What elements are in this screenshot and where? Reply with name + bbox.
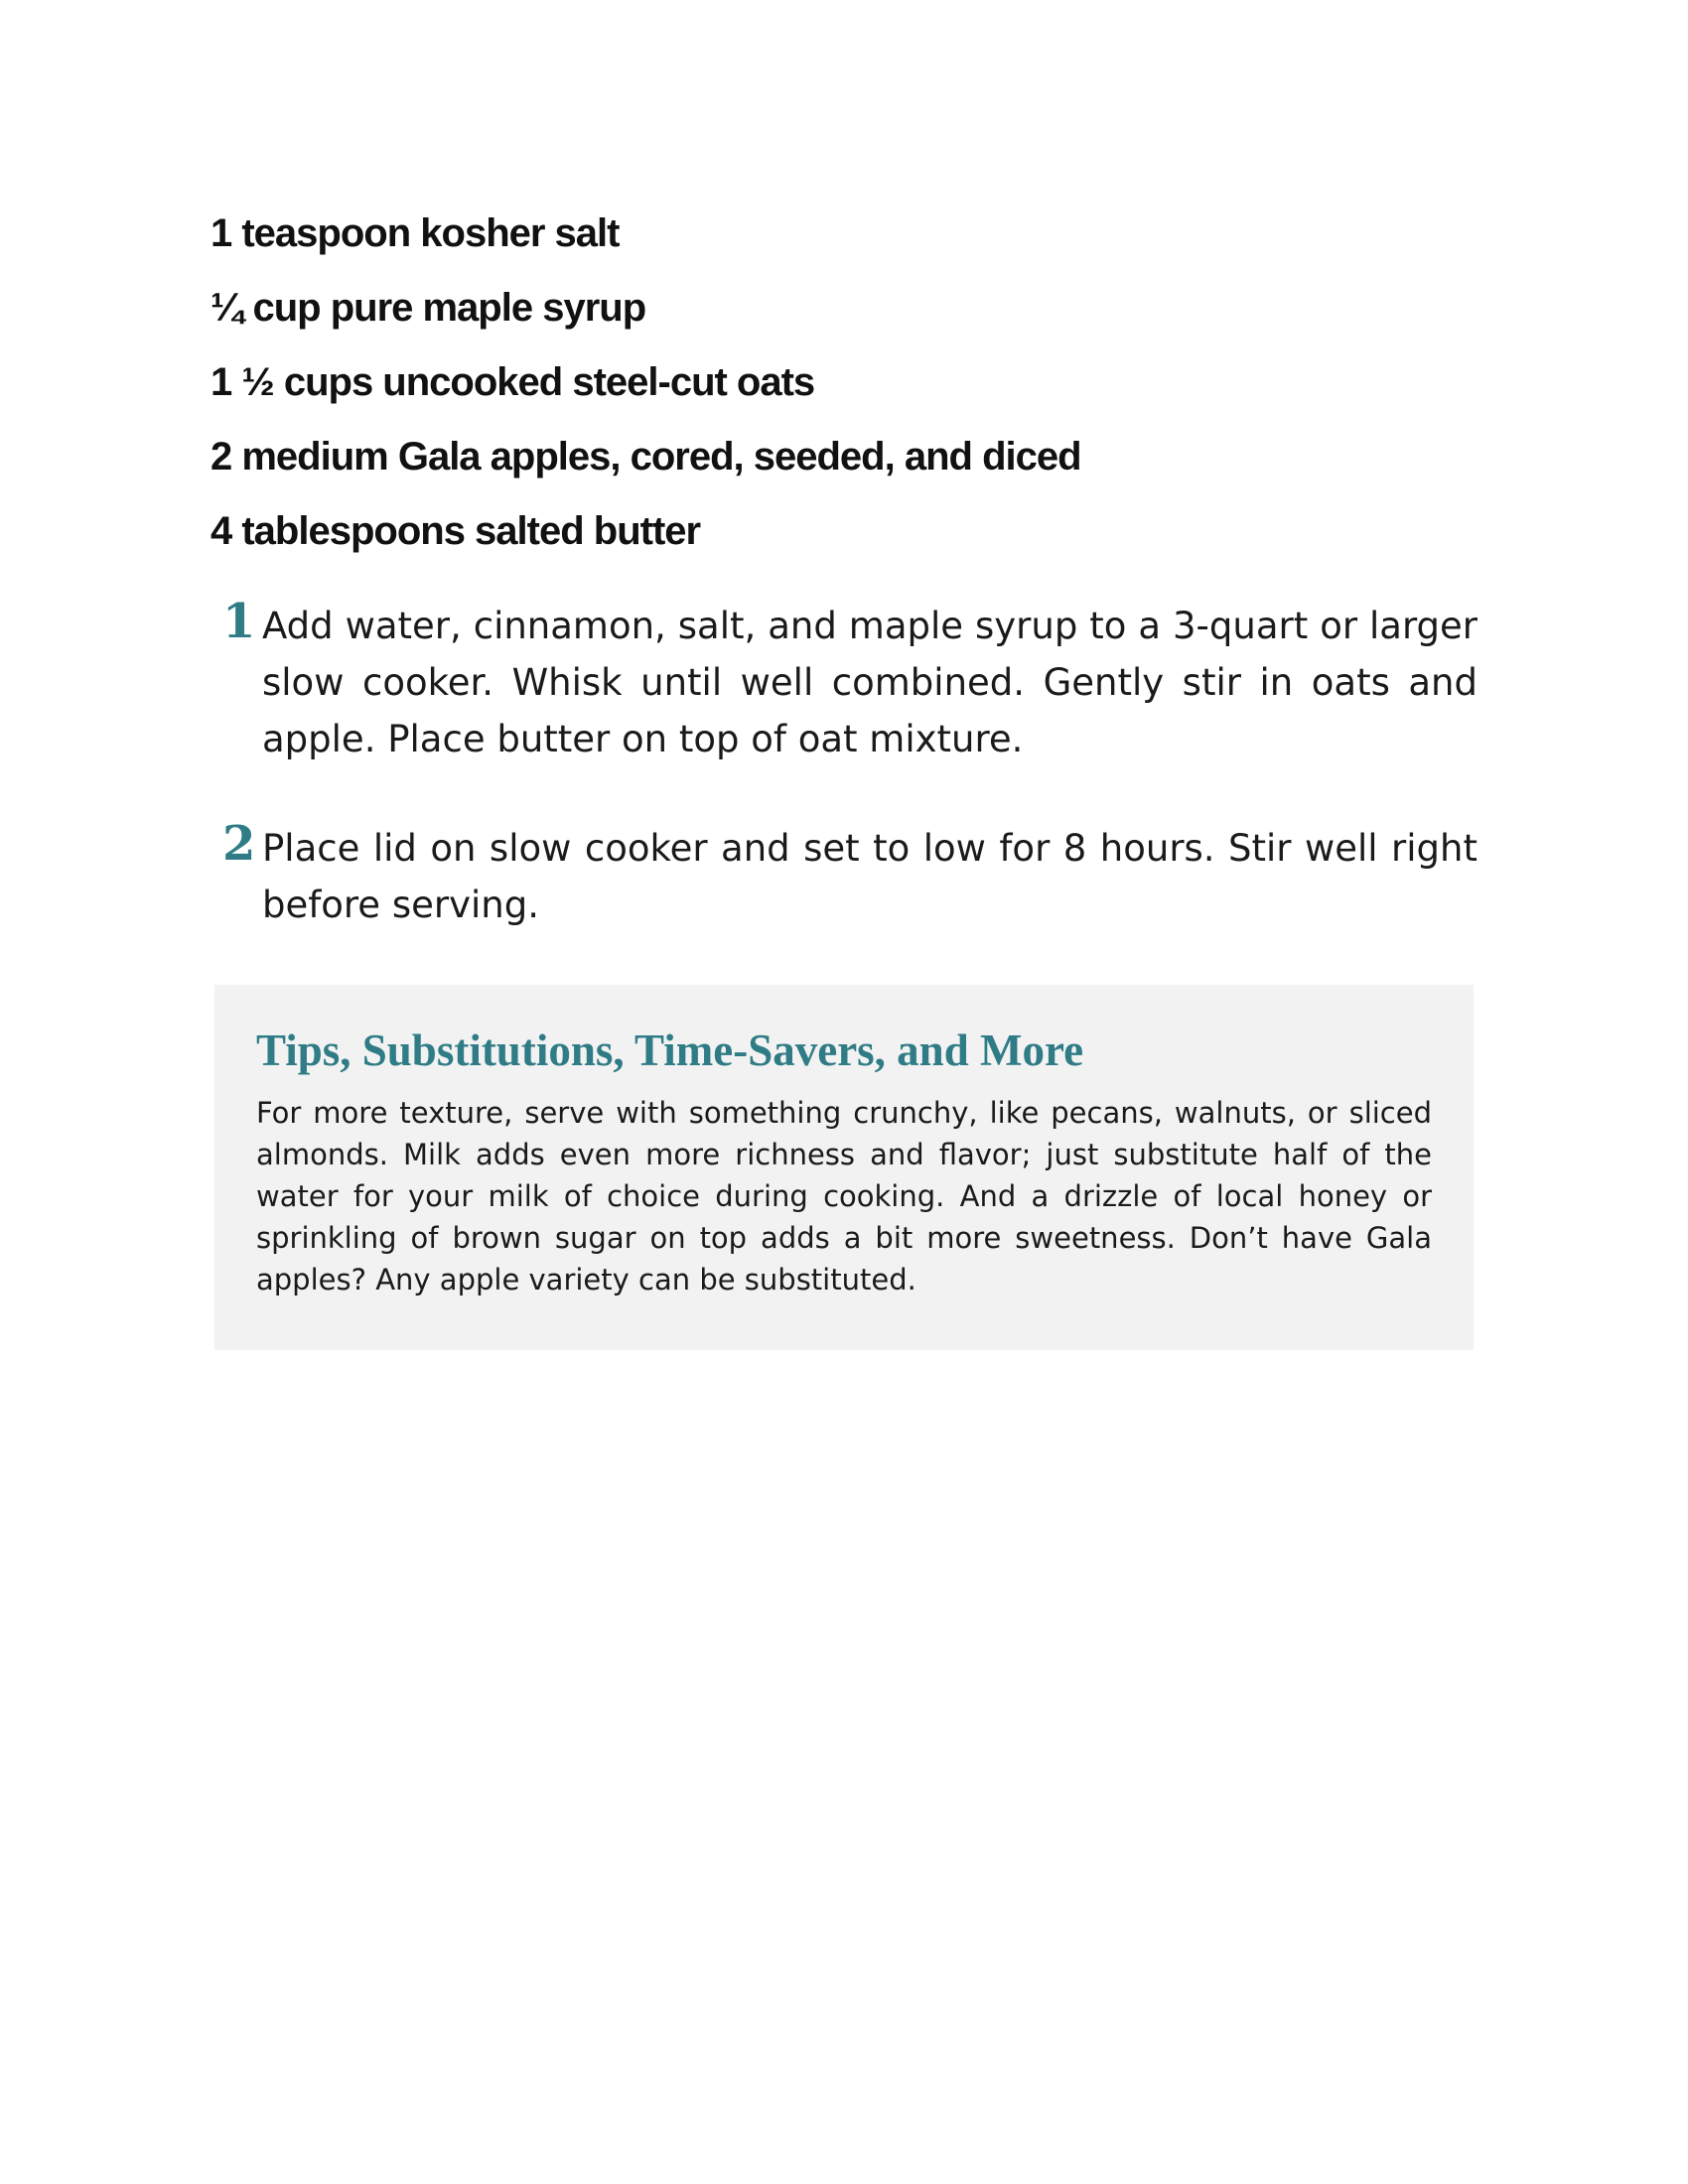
instruction-step: [218, 816, 1477, 933]
tips-box: [214, 985, 1474, 1350]
ingredient-item: ¼ cup pure maple syrup: [211, 286, 646, 330]
ingredient-item: 1 teaspoon kosher salt: [211, 211, 620, 255]
instruction-steps: [218, 594, 1477, 986]
step-number: 2: [222, 816, 256, 872]
instruction-step: [218, 594, 1477, 767]
step-number: 1: [222, 594, 256, 649]
step-text: Add water, cinnamon, salt, and maple syrup to a 3-quart or larger slow cooker. Whisk until well combined. Gently stir in oats and apple. Place butter on top of oat mixture.: [262, 605, 1477, 760]
ingredient-item: 2 medium Gala apples, cored, seeded, and diced: [211, 435, 1081, 478]
tips-body: For more texture, serve with something crunchy, like pecans, walnuts, or sliced almonds. Milk adds even more richness and flavor; just substitute half of the water for your milk of choice during cooking. And a drizzle of local honey or sprinkling of brown sugar on top adds a bit more sweetness. Don’t have Gala apples? Any apple variety can be substituted.: [256, 1096, 1432, 1297]
ingredient-list: [211, 197, 1081, 569]
step-text: Place lid on slow cooker and set to low for 8 hours. Stir well right before serving.: [262, 827, 1477, 926]
ingredient-item: 1 ½ cups uncooked steel-cut oats: [211, 360, 815, 404]
ingredient-item: 4 tablespoons salted butter: [211, 509, 701, 553]
tips-title: Tips, Substitutions, Time-Savers, and More: [256, 1025, 1084, 1075]
